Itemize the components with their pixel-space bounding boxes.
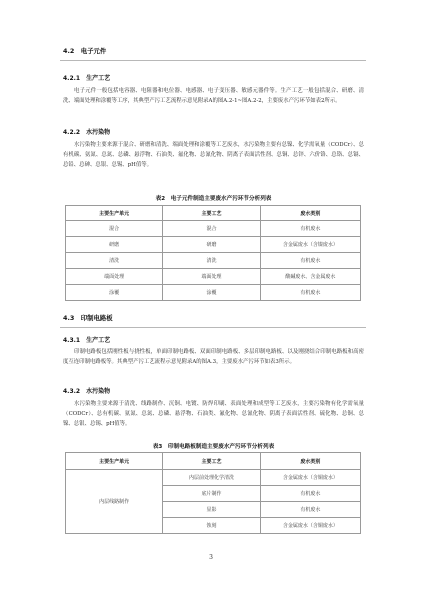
table-cell: 清洗	[66, 253, 163, 269]
table-header-cell: 主要生产单元	[66, 453, 163, 470]
table-cell: 清洗	[163, 253, 260, 269]
table-3	[65, 452, 361, 534]
table-row	[66, 221, 361, 237]
table-cell: 涂覆	[163, 285, 260, 301]
table-header-cell: 主要工艺	[163, 453, 260, 470]
table-header-cell: 废水类别	[260, 206, 360, 221]
table-header-cell: 主要工艺	[163, 206, 260, 221]
table-cell: 有机废水	[260, 285, 360, 301]
table-row	[66, 285, 361, 301]
table-cell: 含金属废水（含铜废水）	[260, 518, 360, 534]
section-heading-4-2: 4.2 电子元件	[63, 47, 107, 55]
table-cell: 涂覆	[66, 285, 163, 301]
table-header-row	[66, 206, 361, 221]
paragraph-4-3-1: 印制电路板包括刚性板与挠性板，单面印制电路板、双面印制电路板、多层印制电路板、以及刚挠结合印制电路板和高密度互连印制电路板等。其典型产污工艺流程示意见附录A的图A.3，主要废水产污环节如表3所示。	[63, 349, 364, 366]
table-cell: 底片制作	[163, 486, 260, 502]
table-cell-production-unit: 内层线路制作	[66, 470, 163, 534]
table-cell: 含金属废水（含铜废水）	[260, 470, 360, 486]
table-header-cell: 主要生产单元	[66, 206, 163, 221]
section-heading-4-3: 4.3 印制电路板	[63, 314, 113, 322]
table-cell: 混合	[66, 221, 163, 237]
section-divider	[60, 327, 366, 328]
table-2-caption: 表2 电子元件制造主要废水产污环节分析列表	[155, 196, 272, 202]
table-row	[66, 253, 361, 269]
table-row	[66, 237, 361, 253]
subsection-heading-4-2-2: 4.2.2 水污染物	[63, 129, 111, 136]
table-header-row	[66, 453, 361, 470]
table-cell: 显影	[163, 502, 260, 518]
table-cell: 端面处理	[66, 269, 163, 285]
table-cell: 内层前处理化学清洗	[163, 470, 260, 486]
table-cell: 有机废水	[260, 486, 360, 502]
subsection-heading-4-3-2: 4.3.2 水污染物	[63, 388, 111, 395]
table-cell: 研磨	[66, 237, 163, 253]
table-cell: 有机废水	[260, 502, 360, 518]
subsection-heading-4-3-1: 4.3.1 生产工艺	[63, 337, 111, 344]
table-cell: 研磨	[163, 237, 260, 253]
paragraph-4-3-2: 水污染物主要来源于清洗、线路制作、沉铜、电镀、防焊印刷、表面处理和成型等工艺废水，主要污染物有化学需氧量（CODCr）、总有机碳、氨氮、总氮、总磷、悬浮物、石油类、氟化物、总氰化物、阴离子表面活性剂、硫化物、总铜、总镍、总银、总锡、pH值等。	[63, 401, 364, 428]
paragraph-4-2-2: 水污染物主要来源于混合、研磨和清洗、端面处理和涂覆等工艺废水，水污染物主要有总镍、化学需氧量（CODCr）、总有机碳、氨氮、总氮、总磷、悬浮物、石油类、氟化物、总氰化物、阴离子表面活性剂、总铜、总锌、六价铬、总铬、总镉、总铅、总砷、总银、总锡、pH值等。	[63, 142, 364, 169]
paragraph-4-2-1: 电子元件一般包括电容器、电阻器和电位器、电感器、电子变压器、敏感元器件等。生产工艺一般包括混合、研磨、清洗、端面处理和涂覆等工序，其典型产污工艺流程示意见附录A的图A.2-1~图A.2-2，主要废水产污环节如表2所示。	[63, 88, 364, 105]
section-divider	[60, 60, 366, 61]
table-2	[65, 205, 361, 301]
table-cell: 酸碱废水、含金属废水	[260, 269, 360, 285]
table-3-caption: 表3 印制电路板制造主要废水产污环节分析列表	[152, 444, 275, 450]
page-number: 3	[209, 554, 213, 561]
table-cell: 有机废水	[260, 253, 360, 269]
subsection-heading-4-2-1: 4.2.1 生产工艺	[63, 75, 111, 82]
table-row	[66, 470, 361, 486]
table-cell: 端面处理	[163, 269, 260, 285]
table-row	[66, 269, 361, 285]
table-cell: 含金属废水（含镍废水）	[260, 237, 360, 253]
table-cell: 混合	[163, 221, 260, 237]
table-cell: 蚀刻	[163, 518, 260, 534]
table-cell: 有机废水	[260, 221, 360, 237]
table-header-cell: 废水类别	[260, 453, 360, 470]
